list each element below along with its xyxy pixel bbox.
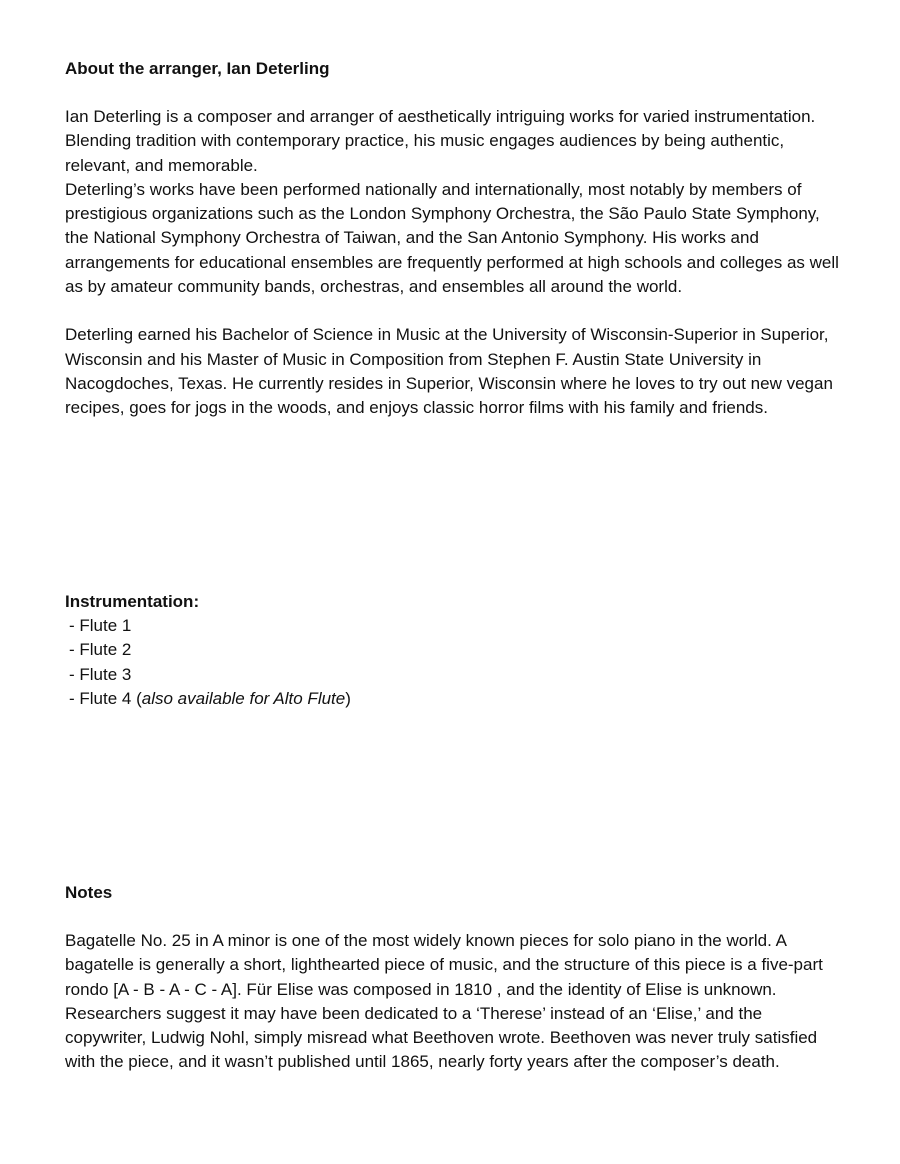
list-item: - Flute 3 bbox=[69, 664, 132, 684]
list-item-text: ) bbox=[345, 688, 351, 708]
notes-heading: Notes bbox=[65, 883, 113, 902]
instrumentation-section bbox=[65, 590, 845, 711]
about-paragraph-2: Deterling’s works have been performed nationally and internationally, most notably by members of prestigious organizations such as the London Symphony Orchestra, the São Paulo State Symphony, the National Symphony Orchestra of Taiwan, and the San Antonio Symphony. His works and arrangements for educational ensembles are frequently performed at high schools and colleges as well as by amateur community bands, orchestras, and ensembles all around the world. bbox=[65, 179, 839, 297]
notes-section bbox=[65, 881, 845, 1075]
about-paragraph-3: Deterling earned his Bachelor of Science in Music at the University of Wisconsin-Superior in Superior, Wisconsin and his Master of Music in Composition from Stephen F. Austin State University in Nacogdoches, Texas. He currently resides in Superior, Wisconsin where he loves to try out new vegan recipes, goes for jogs in the woods, and enjoys classic horror films with his family and friends. bbox=[65, 325, 833, 418]
list-item: - Flute 2 bbox=[69, 640, 132, 660]
list-item: - Flute 1 bbox=[69, 616, 132, 635]
instrumentation-list bbox=[65, 614, 845, 711]
list-item-text: - Flute 4 ( bbox=[69, 688, 142, 708]
instrumentation-heading: Instrumentation: bbox=[65, 592, 200, 611]
about-paragraph-1: Ian Deterling is a composer and arranger of aesthetically intriguing works for varied instrumentation. Blending tradition with contemporary practice, his music engages audiences by being authentic, relevant, and memorable. bbox=[65, 107, 816, 175]
notes-paragraph: Bagatelle No. 25 in A minor is one of the most widely known pieces for solo piano in the world. A bagatelle is generally a short, lighthearted piece of music, and the structure of this piece is a five-part rondo [A - B - A - C - A]. Für Elise was composed in 1810 , and the identity of Elise is unknown. Researchers suggest it may have been dedicated to a ‘Therese’ instead of an ‘Elise,’ and the copywriter, Ludwig Nohl, simply misread what Beethoven wrote. Beethoven was never truly satisfied with the piece, and it wasn’t published until 1865, nearly forty years after the composer’s death. bbox=[65, 931, 823, 1072]
about-heading: About the arranger, Ian Deterling bbox=[65, 59, 330, 78]
about-section bbox=[65, 57, 845, 421]
list-item bbox=[69, 687, 845, 711]
list-item-italic-note: also available for Alto Flute bbox=[141, 688, 346, 708]
